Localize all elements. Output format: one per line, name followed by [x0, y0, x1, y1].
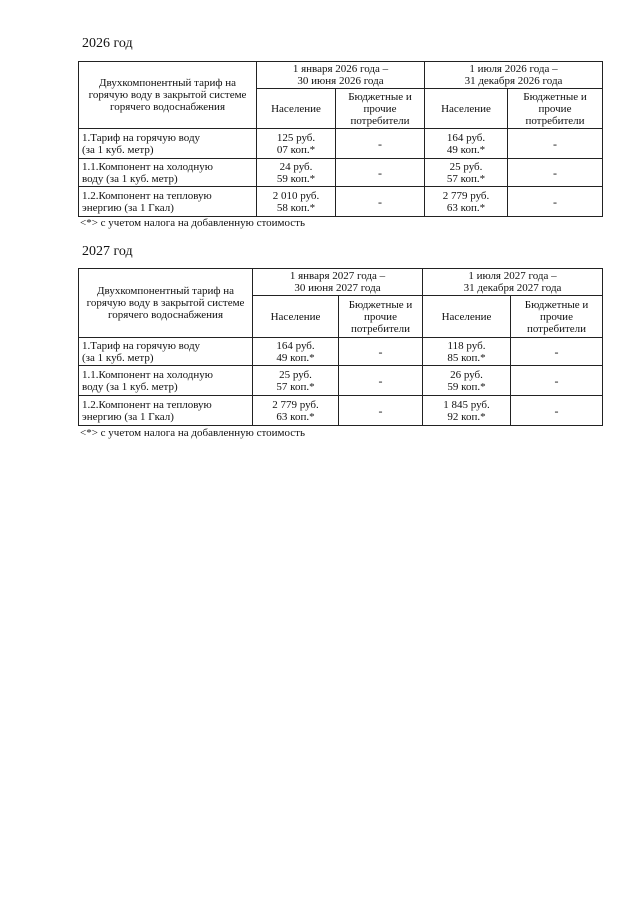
row-label: 1.Тариф на горячую воду (за 1 куб. метр) — [79, 129, 257, 159]
cell-value: 2 779 руб. 63 коп.* — [253, 396, 339, 426]
cell-value: - — [508, 129, 603, 159]
cell-value: - — [511, 338, 603, 366]
cell-value: - — [336, 159, 425, 187]
period-header-2: 1 июля 2026 года – 31 декабря 2026 года — [425, 62, 603, 89]
column-header-budget: Бюджетные и прочие потребители — [511, 296, 603, 338]
row-label: 1.2.Компонент на тепловую энергию (за 1 Гкал) — [79, 396, 253, 426]
row-label: 1.2.Компонент на тепловую энергию (за 1 Гкал) — [79, 187, 257, 217]
cell-value: 118 руб. 85 коп.* — [423, 338, 511, 366]
table-corner-header: Двухкомпонентный тариф на горячую воду в закрытой системе горячего водоснабжения — [79, 62, 257, 129]
section-title-2027: 2027 год — [82, 244, 133, 259]
table-row — [79, 159, 603, 187]
column-header-population: Население — [425, 89, 508, 129]
cell-value: - — [336, 187, 425, 217]
cell-value: - — [508, 159, 603, 187]
column-header-population: Население — [423, 296, 511, 338]
footnote-vat: <*> с учетом налога на добавленную стоимость — [80, 427, 305, 439]
cell-value: 26 руб. 59 коп.* — [423, 366, 511, 396]
row-label: 1.Тариф на горячую воду (за 1 куб. метр) — [79, 338, 253, 366]
cell-value: 25 руб. 57 коп.* — [253, 366, 339, 396]
cell-value: - — [511, 366, 603, 396]
cell-value: 24 руб. 59 коп.* — [257, 159, 336, 187]
table-row — [79, 187, 603, 217]
cell-value: - — [339, 366, 423, 396]
table-corner-header: Двухкомпонентный тариф на горячую воду в закрытой системе горячего водоснабжения — [79, 269, 253, 338]
table-row — [79, 338, 603, 366]
column-header-population: Население — [253, 296, 339, 338]
row-label: 1.1.Компонент на холодную воду (за 1 куб. метр) — [79, 366, 253, 396]
row-label: 1.1.Компонент на холодную воду (за 1 куб. метр) — [79, 159, 257, 187]
cell-value: - — [508, 187, 603, 217]
period-header-1: 1 января 2026 года – 30 июня 2026 года — [257, 62, 425, 89]
table-row — [79, 129, 603, 159]
cell-value: 25 руб. 57 коп.* — [425, 159, 508, 187]
cell-value: - — [511, 396, 603, 426]
cell-value: 1 845 руб. 92 коп.* — [423, 396, 511, 426]
cell-value: 2 010 руб. 58 коп.* — [257, 187, 336, 217]
column-header-population: Население — [257, 89, 336, 129]
period-header-2: 1 июля 2027 года – 31 декабря 2027 года — [423, 269, 603, 296]
section-title-2026: 2026 год — [82, 36, 133, 51]
cell-value: 164 руб. 49 коп.* — [253, 338, 339, 366]
cell-value: - — [339, 396, 423, 426]
cell-value: - — [339, 338, 423, 366]
tariff-table-2027 — [78, 268, 603, 426]
cell-value: 125 руб. 07 коп.* — [257, 129, 336, 159]
column-header-budget: Бюджетные и прочие потребители — [336, 89, 425, 129]
cell-value: 164 руб. 49 коп.* — [425, 129, 508, 159]
table-row — [79, 396, 603, 426]
table-row — [79, 366, 603, 396]
footnote-vat: <*> с учетом налога на добавленную стоимость — [80, 217, 305, 229]
column-header-budget: Бюджетные и прочие потребители — [508, 89, 603, 129]
cell-value: - — [336, 129, 425, 159]
cell-value: 2 779 руб. 63 коп.* — [425, 187, 508, 217]
column-header-budget: Бюджетные и прочие потребители — [339, 296, 423, 338]
period-header-1: 1 января 2027 года – 30 июня 2027 года — [253, 269, 423, 296]
tariff-table-2026 — [78, 61, 603, 217]
